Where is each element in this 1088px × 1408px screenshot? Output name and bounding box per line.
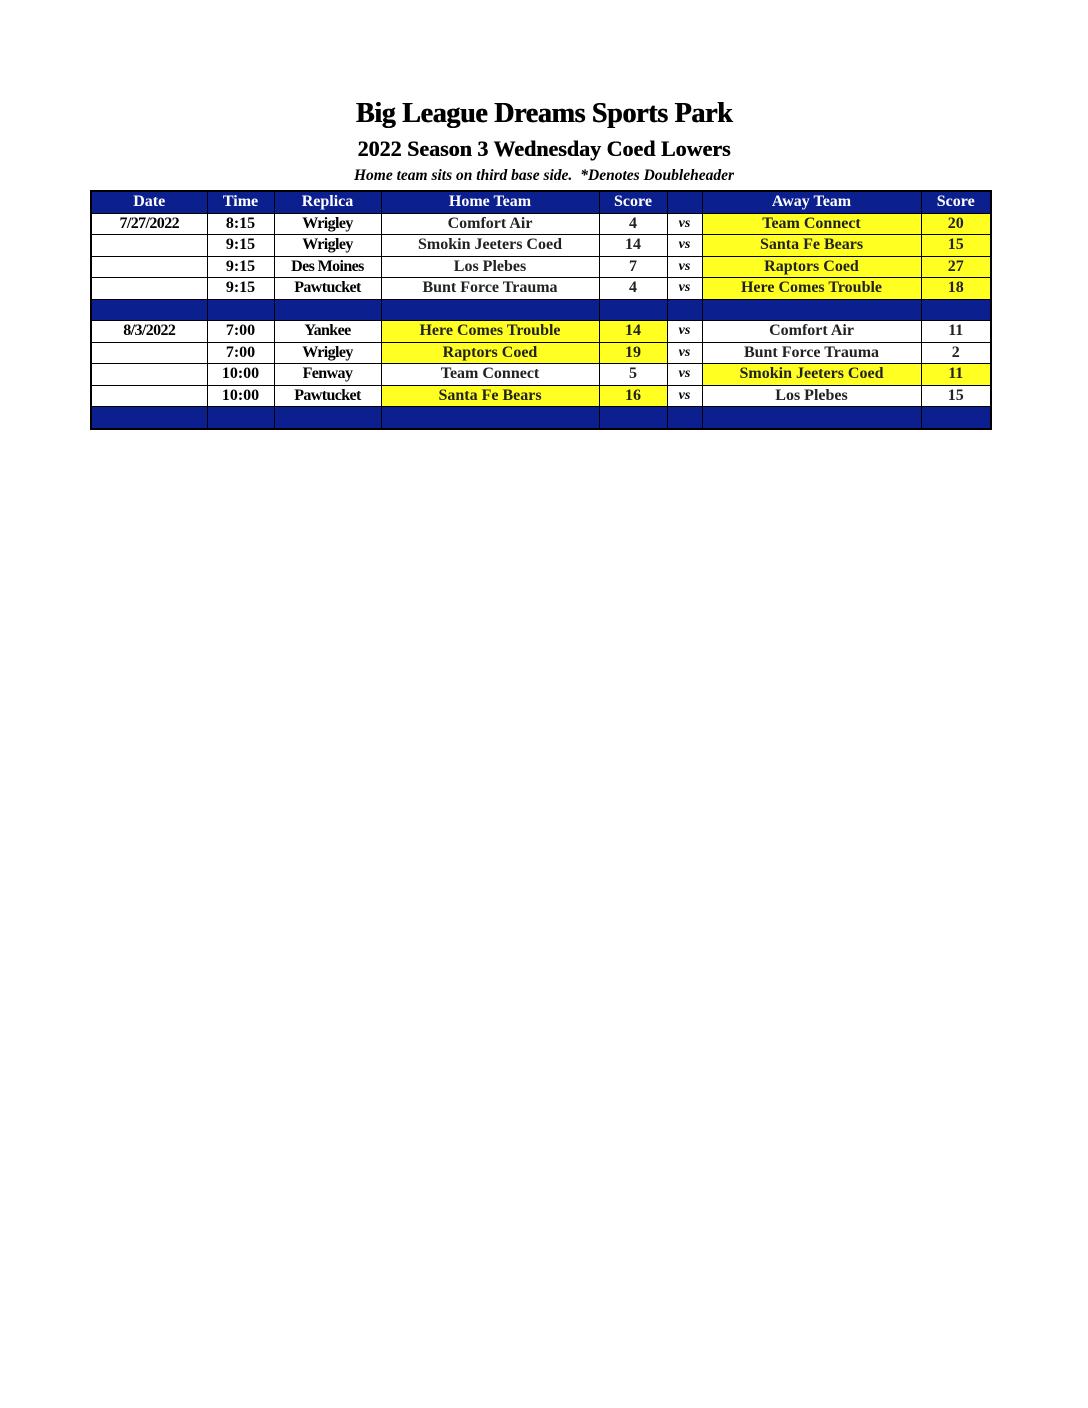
table-row [91,213,991,235]
table-row [91,385,991,407]
date-cell [91,256,207,278]
home-score-cell: 4 [599,213,667,235]
vs-cell: vs [667,342,702,364]
separator-cell [667,299,702,321]
page-title: Big League Dreams Sports Park [355,98,733,129]
separator-cell [702,407,921,429]
vs-cell: vs [667,364,702,386]
separator-cell [381,299,599,321]
replica-cell: Wrigley [274,235,381,257]
date-cell [91,235,207,257]
away-score-cell: 15 [921,385,991,407]
replica-cell: Yankee [274,321,381,343]
table-row [91,321,991,343]
home-team-cell: Comfort Air [381,213,599,235]
separator-cell [921,407,991,429]
home-team-cell: Here Comes Trouble [381,321,599,343]
col-header-date: Date [91,191,207,213]
away-team-cell: Comfort Air [702,321,921,343]
home-score-cell: 14 [599,321,667,343]
away-score-cell: 11 [921,364,991,386]
separator-cell [667,407,702,429]
home-team-cell: Smokin Jeeters Coed [381,235,599,257]
vs-cell: vs [667,256,702,278]
away-team-cell: Raptors Coed [702,256,921,278]
away-team-cell: Santa Fe Bears [702,235,921,257]
away-score-cell: 20 [921,213,991,235]
date-cell [91,278,207,300]
col-header-time: Time [207,191,274,213]
vs-cell: vs [667,321,702,343]
replica-cell: Wrigley [274,342,381,364]
time-cell: 7:00 [207,342,274,364]
time-cell: 10:00 [207,385,274,407]
separator-cell [274,299,381,321]
separator-row [91,407,991,429]
home-team-cell: Los Plebes [381,256,599,278]
col-header-away-score: Score [921,191,991,213]
separator-cell [274,407,381,429]
date-cell [91,385,207,407]
home-score-cell: 7 [599,256,667,278]
table-header-row [91,191,991,213]
replica-cell: Pawtucket [274,385,381,407]
home-score-cell: 19 [599,342,667,364]
date-cell: 7/27/2022 [91,213,207,235]
vs-cell: vs [667,385,702,407]
separator-cell [91,407,207,429]
time-cell: 7:00 [207,321,274,343]
away-team-cell: Smokin Jeeters Coed [702,364,921,386]
table-row [91,364,991,386]
away-score-cell: 15 [921,235,991,257]
col-header-replica: Replica [274,191,381,213]
home-score-cell: 5 [599,364,667,386]
away-score-cell: 27 [921,256,991,278]
away-team-cell: Bunt Force Trauma [702,342,921,364]
away-team-cell: Los Plebes [702,385,921,407]
date-cell [91,342,207,364]
schedule-body [91,213,991,429]
home-score-cell: 14 [599,235,667,257]
replica-cell: Fenway [274,364,381,386]
separator-cell [921,299,991,321]
time-cell: 9:15 [207,256,274,278]
date-cell [91,364,207,386]
separator-cell [207,407,274,429]
col-header-vs [667,191,702,213]
doubleheader-note: *Denotes Doubleheader [580,167,734,184]
separator-cell [599,407,667,429]
col-header-away-team: Away Team [702,191,921,213]
time-cell: 8:15 [207,213,274,235]
home-score-cell: 16 [599,385,667,407]
schedule-note [0,167,1088,185]
separator-cell [91,299,207,321]
table-row [91,235,991,257]
home-score-cell: 4 [599,278,667,300]
vs-cell: vs [667,278,702,300]
away-score-cell: 2 [921,342,991,364]
separator-row [91,299,991,321]
home-team-cell: Team Connect [381,364,599,386]
replica-cell: Wrigley [274,213,381,235]
time-cell: 9:15 [207,278,274,300]
replica-cell: Des Moines [274,256,381,278]
home-team-cell: Raptors Coed [381,342,599,364]
page-subtitle: 2022 Season 3 Wednesday Coed Lowers [357,136,731,161]
away-score-cell: 11 [921,321,991,343]
separator-cell [207,299,274,321]
vs-cell: vs [667,213,702,235]
time-cell: 9:15 [207,235,274,257]
away-score-cell: 18 [921,278,991,300]
col-header-home-team: Home Team [381,191,599,213]
separator-cell [381,407,599,429]
table-row [91,342,991,364]
away-team-cell: Team Connect [702,213,921,235]
table-row [91,256,991,278]
col-header-home-score: Score [599,191,667,213]
separator-cell [702,299,921,321]
home-team-note: Home team sits on third base side. [353,167,573,184]
schedule-table [90,190,992,430]
vs-cell: vs [667,235,702,257]
home-team-cell: Santa Fe Bears [381,385,599,407]
table-row [91,278,991,300]
separator-cell [599,299,667,321]
replica-cell: Pawtucket [274,278,381,300]
away-team-cell: Here Comes Trouble [702,278,921,300]
home-team-cell: Bunt Force Trauma [381,278,599,300]
time-cell: 10:00 [207,364,274,386]
date-cell: 8/3/2022 [91,321,207,343]
